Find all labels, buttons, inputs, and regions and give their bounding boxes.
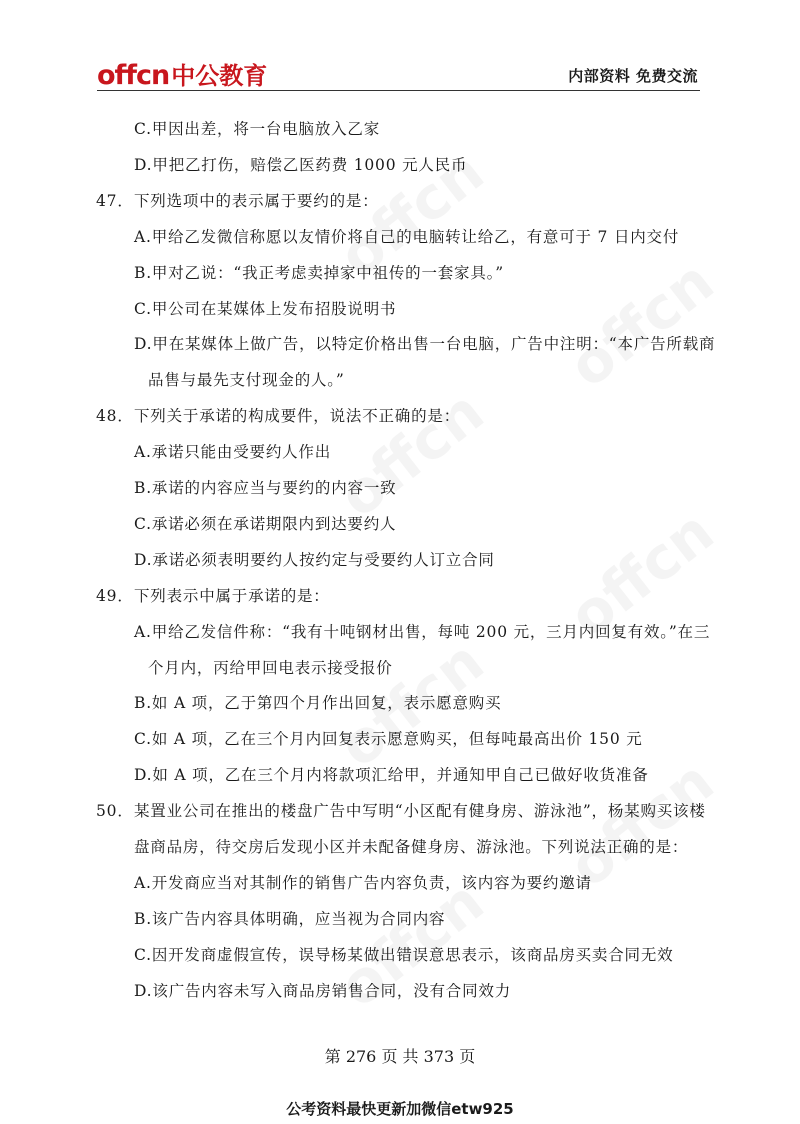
bottom-note: 公考资料最快更新加微信etw925: [286, 1100, 514, 1118]
logo-mark: offcn: [97, 60, 170, 91]
option-line: D.甲在某媒体上做广告，以特定价格出售一台电脑，广告中注明：“本广告所载商: [134, 335, 716, 353]
question-number: 47．: [96, 192, 134, 210]
question-number: 49．: [96, 587, 134, 605]
logo-chinese-name: 中公教育: [171, 62, 268, 90]
option-line: D.如 A 项，乙在三个月内将款项汇给甲，并通知甲自己已做好收货准备: [134, 766, 649, 784]
watermark-2: [556, 247, 726, 401]
option-line: B.承诺的内容应当与要约的内容一致: [134, 479, 397, 497]
question-number: 50．: [96, 802, 134, 820]
option-line: B.甲对乙说：“我正考虑卖掉家中祖传的一套家具。”: [134, 264, 504, 282]
option-line: A.甲给乙发信件称：“我有十吨钢材出售，每吨 200 元，三月内回复有效。”在三: [134, 623, 711, 641]
option-line: A.承诺只能由受要约人作出: [134, 443, 332, 461]
option-line: B.该广告内容具体明确，应当视为合同内容: [134, 910, 446, 928]
option-line: C.甲因出差，将一台电脑放入乙家: [134, 120, 381, 138]
option-line: D.承诺必须表明要约人按约定与受要约人订立合同: [134, 551, 495, 569]
option-line: A.甲给乙发微信称愿以友情价将自己的电脑转让给乙，有意可于 7 日内交付: [134, 228, 680, 246]
watermark-3: [326, 377, 496, 531]
option-continuation: 个月内，丙给甲回电表示接受报价: [148, 659, 393, 677]
option-line: 盘商品房，待交房后发现小区并未配备健身房、游泳池。下列说法正确的是：: [134, 838, 689, 856]
header-note: 内部资料 免费交流: [568, 67, 698, 85]
option-line: B.如 A 项，乙于第四个月作出回复，表示愿意购买: [134, 694, 502, 712]
page-header: [97, 60, 700, 91]
question-stem: 下列表示中属于承诺的是：: [134, 587, 330, 605]
offcn-logo: [97, 60, 267, 90]
option-line: D.该广告内容未写入商品房销售合同，没有合同效力: [134, 982, 512, 1000]
page-number: 第 276 页 共 373 页: [324, 1047, 476, 1066]
option-line: D.甲把乙打伤，赔偿乙医药费 1000 元人民币: [134, 156, 468, 174]
question-stem: 下列选项中的表示属于要约的是：: [134, 192, 379, 210]
option-continuation: 品售与最先支付现金的人。”: [148, 371, 345, 389]
option-line: C.因开发商虚假宣传，误导杨某做出错误意思表示，该商品房买卖合同无效: [134, 946, 674, 964]
option-line: C.如 A 项，乙在三个月内回复表示愿意购买，但每吨最高出价 150 元: [134, 730, 643, 748]
question-number: 48．: [96, 407, 134, 425]
option-line: C.承诺必须在承诺期限内到达要约人: [134, 515, 397, 533]
option-line: C.甲公司在某媒体上发布招股说明书: [134, 300, 397, 318]
question-stem: 下列关于承诺的构成要件，说法不正确的是：: [134, 407, 461, 425]
option-line: A.开发商应当对其制作的销售广告内容负责，该内容为要约邀请: [134, 874, 592, 892]
question-stem: 某置业公司在推出的楼盘广告中写明“小区配有健身房、游泳池”，杨某购买该楼: [134, 802, 706, 820]
